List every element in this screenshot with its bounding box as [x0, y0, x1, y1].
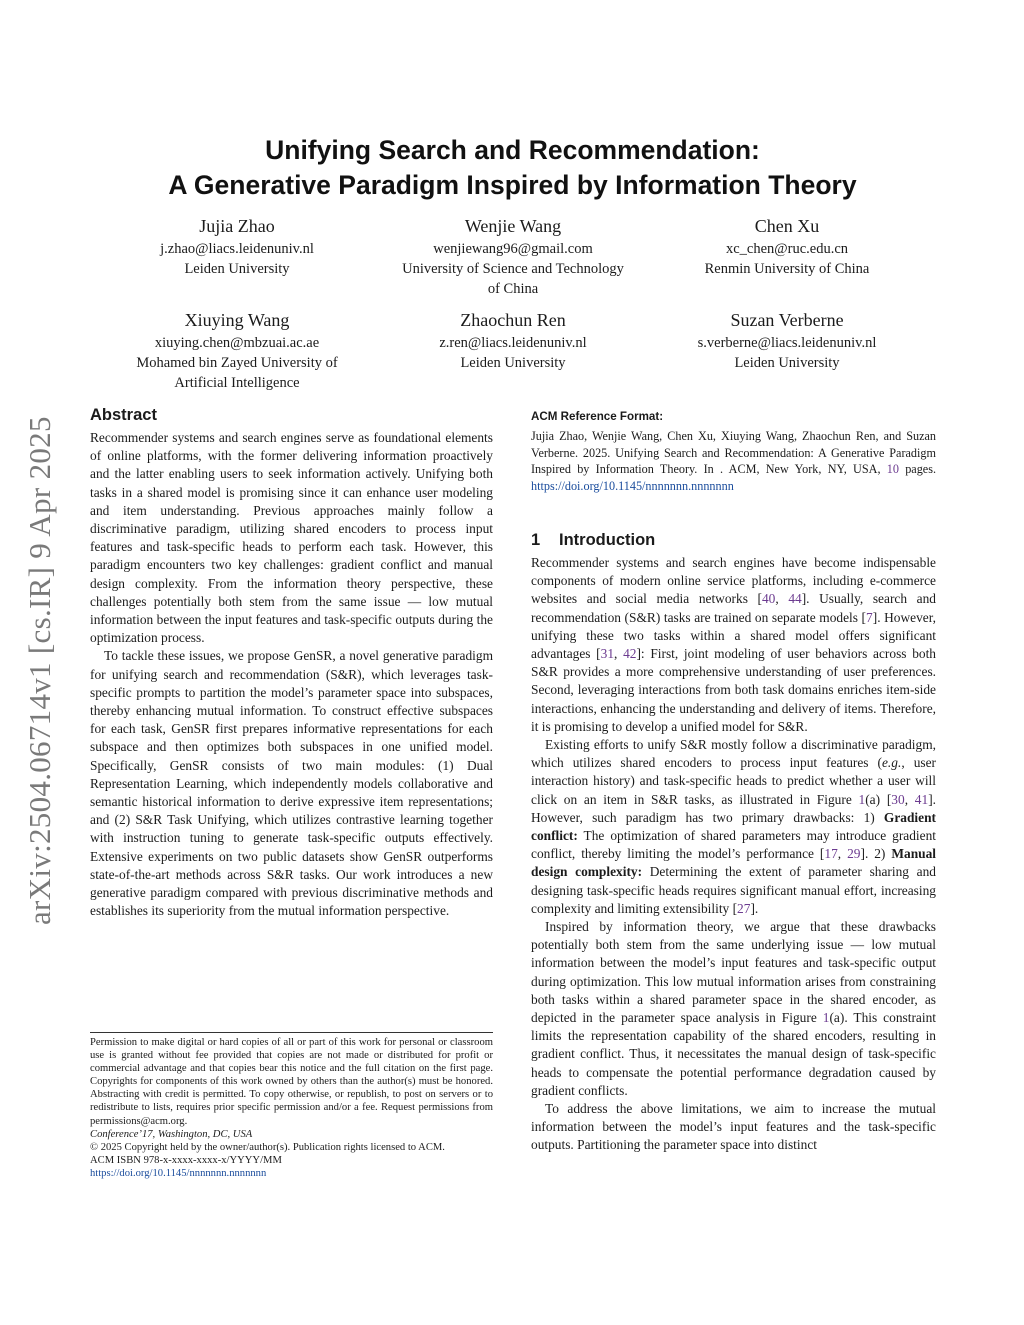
- author-email: s.verberne@liacs.leidenuniv.nl: [697, 335, 877, 351]
- author-name: Jujia Zhao: [199, 216, 275, 236]
- title-line-1: Unifying Search and Recommendation:: [265, 135, 760, 165]
- permission-footnote: [90, 1032, 493, 1180]
- citation-link[interactable]: 29: [847, 846, 861, 862]
- keyword-manual-design: Manual design complexity:: [531, 846, 937, 880]
- section-number: 1: [531, 530, 541, 549]
- copyright-line: © 2025 Copyright held by the owner/author(s). Publication rights licensed to ACM.: [90, 1141, 445, 1153]
- author-card: [97, 213, 377, 279]
- acm-reference-text-cont: pages.: [898, 462, 936, 477]
- intro-paragraph-3: Inspired by information theory, we argue that these drawbacks potentially both stem from the same underlying issue — low mutual information between the model’s input features and task-specific output during optimization. This low mutual information arises from constraining both tasks within a shared parameter space in the shared encoder, as depicted in the parameter space analysis in Figure 1(a). This constraint limits the representation capability of the shared encoders, resulting in gradient conflict. Thus, it necessitates the manual design of task-specific heads to compensate the potential performance degradation caused by gradient conflicts.: [531, 919, 936, 1098]
- citation-link[interactable]: 44: [788, 591, 802, 607]
- author-card: [373, 307, 653, 373]
- author-email: z.ren@liacs.leidenuniv.nl: [439, 335, 587, 351]
- author-email: wenjiewang96@gmail.com: [433, 241, 593, 257]
- arxiv-identifier: arXiv:2504.06714v1 [cs.IR] 9 Apr 2025: [22, 416, 57, 925]
- figure-link[interactable]: 1: [858, 791, 866, 807]
- author-affiliation: Renmin University of China: [704, 261, 870, 277]
- author-affiliation: University of Science and Technology: [402, 261, 624, 277]
- author-affiliation: Leiden University: [734, 355, 840, 371]
- citation-link[interactable]: 17: [824, 846, 838, 862]
- author-name: Suzan Verberne: [730, 310, 844, 330]
- abstract-paragraph-1: Recommender systems and search engines serve as foundational elements of online platforms, with the former delivering information proactively and the latter enabling users to seek information actively. Unifying both tasks in a shared model is promising since it can enhance user modeling and item understanding. Previous approaches mainly follow a discriminative paradigm, utilizing shared encoders to process input features and task-specific heads to perform each task. However, this paradigm encounters two key challenges: gradient conflict and manual design complexity. From the information theory perspective, these challenges potentially both stem from the same issue — low mutual information between the input features and task-specific outputs during the optimization process.: [90, 430, 493, 646]
- acm-reference-label: ACM Reference Format:: [531, 410, 664, 423]
- author-email: xc_chen@ruc.edu.cn: [725, 241, 849, 257]
- isbn-line: ACM ISBN 978-x-xxxx-xxxx-x/YYYY/MM: [90, 1154, 282, 1166]
- citation-link[interactable]: 42: [623, 646, 637, 661]
- title-line-2: A Generative Paradigm Inspired by Information Theory: [168, 170, 857, 200]
- abstract-heading: Abstract: [90, 406, 157, 424]
- author-email: xiuying.chen@mbzuai.ac.ae: [154, 335, 320, 351]
- figure-link[interactable]: 1: [822, 1010, 830, 1026]
- conference-line: Conference’17, Washington, DC, USA: [90, 1128, 253, 1140]
- author-name: Chen Xu: [754, 216, 820, 236]
- author-name: Xiuying Wang: [184, 310, 290, 330]
- author-card: [97, 307, 377, 393]
- keyword-gradient-conflict: Gradient conflict:: [531, 809, 936, 844]
- abstract-paragraph-2: To tackle these issues, we propose GenSR, a novel generative paradigm for unifying search and recommendation (S&R), which leverages task-specific prompts to partition the model’s parameter space into subspaces, thereby enhancing mutual information. To construct effective subspaces for each task, GenSR first prepares informative representations for each subspace and then optimizes both subspaces in one unified model. Specifically, GenSR consists of two main modules: (1) Dual Representation Learning, which independently models collaborative and semantic historical information to derive expressive item representations; and (2) S&R Task Unifying, which utilizes contrastive learning together with instruction tuning to generate task-specific outputs effectively. Extensive experiments on two public datasets show GenSR outperforms state-of-the-art methods across S&R tasks. Our work introduces a new generative paradigm compared with previous discriminative methods and establishes its superiority from the mutual information perspective.: [90, 648, 493, 919]
- paper-title: [90, 133, 935, 203]
- author-affiliation-cont: of China: [487, 281, 539, 297]
- author-name: Wenjie Wang: [464, 216, 562, 236]
- citation-link[interactable]: 31: [600, 646, 615, 661]
- author-email: j.zhao@liacs.leidenuniv.nl: [160, 241, 314, 257]
- author-affiliation-cont: Artificial Intelligence: [174, 375, 300, 391]
- intro-paragraph-2: Existing efforts to unify S&R mostly follow a discriminative paradigm, which utilizes shared encoders to process input features (e.g., user interaction history) and task-specific heads to predict whether a user will click on an item in S&R tasks, as illustrated in Figure 1(a) [30, 41]. However, such paradigm has two primary drawbacks: 1) Gradient conflict: The optimization of shared parameters may introduce gradient conflict, thereby limiting the model’s performance [17, 29]. 2) Manual design complexity: Determining the extent of parameter sharing and designing task-specific heads requires significant manual effort, increasing complexity and limiting extensibility [27].: [531, 737, 937, 916]
- citation-link[interactable]: 30: [891, 791, 905, 807]
- intro-paragraph-1: Recommender systems and search engines have become indispensable components of modern online service platforms, including e-commerce websites and social media networks [40, 44]. Usually, search and recommendation (S&R) tasks are trained on separate models [7]. However, unifying these two tasks within a shared model offers significant advantages [31, 42]: First, joint modeling of user behaviors across both S&R provides a more comprehensive understanding of user preferences. Second, leveraging interactions from both task domains enriches item-side interactions, enhancing the understanding and delivery of items. Therefore, it is promising to develop a unified model for S&R.: [531, 554, 937, 734]
- citation-link[interactable]: 7: [866, 609, 873, 625]
- author-affiliation: Mohamed bin Zayed University of: [136, 355, 338, 371]
- acm-reference-format: [531, 409, 936, 495]
- introduction-heading: [531, 529, 936, 551]
- intro-paragraph-4: To address the above limitations, we aim to increase the mutual information between the model’s input features and the task-specific outputs. Partitioning the parameter space into distinct: [531, 1101, 936, 1153]
- footnote-doi-link[interactable]: https://doi.org/10.1145/nnnnnnn.nnnnnnn: [90, 1167, 267, 1179]
- citation-link[interactable]: 41: [914, 791, 929, 807]
- page-count-link[interactable]: 10: [886, 462, 899, 477]
- right-column: [531, 409, 936, 1155]
- author-affiliation: Leiden University: [460, 355, 566, 371]
- author-card: [373, 213, 653, 299]
- section-title: Introduction: [559, 530, 656, 549]
- citation-link[interactable]: 40: [761, 591, 776, 607]
- author-affiliation: Leiden University: [184, 261, 290, 277]
- acm-reference-text: Jujia Zhao, Wenjie Wang, Chen Xu, Xiuying Wang, Zhaochun Ren, and Suzan Verberne. 2025. Unifying Search and Recommendation: A Generative Paradigm Inspired by Information Theory. In . ACM, New York, NY, USA,: [531, 428, 936, 477]
- author-card: [647, 307, 927, 373]
- acm-doi-link[interactable]: https://doi.org/10.1145/nnnnnnn.nnnnnnn: [531, 479, 734, 494]
- left-column: [90, 404, 493, 920]
- citation-link[interactable]: 27: [737, 900, 751, 916]
- author-card: [647, 213, 927, 279]
- author-name: Zhaochun Ren: [460, 310, 566, 330]
- permission-text: Permission to make digital or hard copies of all or part of this work for personal or classroom use is granted without fee provided that copies are not made or distributed for profit or commercial advantage and that copies bear this notice and the full citation on the first page. Copyrights for components of this work owned by others than the author(s) must be honored. Abstracting with credit is permitted. To copy otherwise, or republish, to post on servers or to redistribute to lists, requires prior specific permission and/or a fee. Request permissions from permissions@acm.org.: [90, 1037, 493, 1127]
